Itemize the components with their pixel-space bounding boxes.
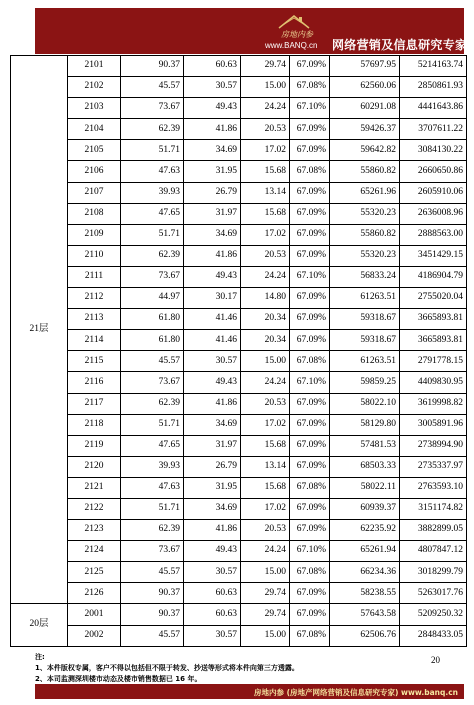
table-cell: 3665893.81	[400, 330, 467, 351]
table-cell: 2763593.10	[400, 477, 467, 498]
table-cell: 2848433.05	[400, 625, 467, 646]
site-url: www.BANQ.cn	[265, 41, 318, 50]
table-cell: 5263017.76	[400, 583, 467, 604]
table-cell: 3619998.82	[400, 393, 467, 414]
unit-number-cell: 2115	[68, 351, 121, 372]
table-cell: 39.93	[121, 456, 184, 477]
table-cell: 45.57	[121, 562, 184, 583]
table-cell: 60.63	[184, 583, 241, 604]
table-cell: 15.68	[241, 161, 290, 182]
table-cell: 67.10%	[290, 372, 330, 393]
table-cell: 65261.96	[330, 182, 400, 203]
unit-number-cell: 2121	[68, 477, 121, 498]
table-cell: 58022.11	[330, 477, 400, 498]
table-cell: 51.71	[121, 140, 184, 161]
table-cell: 61263.51	[330, 288, 400, 309]
table-cell: 67.08%	[290, 161, 330, 182]
table-row	[11, 77, 467, 98]
table-cell: 59642.82	[330, 140, 400, 161]
table-cell: 51.71	[121, 498, 184, 519]
table-cell: 67.09%	[290, 224, 330, 245]
table-cell: 5214163.74	[400, 56, 467, 77]
unit-number-cell: 2117	[68, 393, 121, 414]
table-cell: 61.80	[121, 330, 184, 351]
table-cell: 49.43	[184, 98, 241, 119]
table-cell: 3018299.79	[400, 562, 467, 583]
table-row	[11, 119, 467, 140]
table-cell: 17.02	[241, 498, 290, 519]
table-cell: 67.08%	[290, 477, 330, 498]
table-cell: 34.69	[184, 224, 241, 245]
table-cell: 49.43	[184, 541, 241, 562]
table-row	[11, 477, 467, 498]
table-row	[11, 309, 467, 330]
table-row	[11, 393, 467, 414]
table-row	[11, 583, 467, 604]
table-cell: 67.09%	[290, 498, 330, 519]
table-cell: 45.57	[121, 77, 184, 98]
unit-number-cell: 2103	[68, 98, 121, 119]
floor-label: 20层	[11, 604, 68, 646]
table-cell: 51.71	[121, 414, 184, 435]
table-cell: 62506.76	[330, 625, 400, 646]
table-cell: 45.57	[121, 625, 184, 646]
table-cell: 2791778.15	[400, 351, 467, 372]
table-cell: 55320.23	[330, 245, 400, 266]
table-cell: 3084130.22	[400, 140, 467, 161]
table-cell: 2660650.86	[400, 161, 467, 182]
table-cell: 57643.58	[330, 604, 400, 625]
table-cell: 2605910.06	[400, 182, 467, 203]
table-cell: 67.09%	[290, 288, 330, 309]
table-cell: 3707611.22	[400, 119, 467, 140]
table-cell: 51.71	[121, 224, 184, 245]
table-row	[11, 562, 467, 583]
table-cell: 2850861.93	[400, 77, 467, 98]
table-cell: 4409830.95	[400, 372, 467, 393]
table-cell: 60.63	[184, 56, 241, 77]
table-cell: 67.08%	[290, 77, 330, 98]
table-cell: 31.95	[184, 161, 241, 182]
table-cell: 58238.55	[330, 583, 400, 604]
table-row	[11, 161, 467, 182]
table-cell: 15.00	[241, 625, 290, 646]
table-cell: 56833.24	[330, 266, 400, 287]
logo	[263, 14, 333, 52]
unit-number-cell: 2106	[68, 161, 121, 182]
table-cell: 39.93	[121, 182, 184, 203]
table-cell: 59859.25	[330, 372, 400, 393]
table-cell: 62.39	[121, 119, 184, 140]
table-cell: 20.34	[241, 330, 290, 351]
table-cell: 60.63	[184, 604, 241, 625]
table-row	[11, 203, 467, 224]
table-cell: 41.46	[184, 330, 241, 351]
table-cell: 67.09%	[290, 245, 330, 266]
table-cell: 67.08%	[290, 351, 330, 372]
table-row	[11, 266, 467, 287]
table-cell: 62.39	[121, 245, 184, 266]
table-cell: 29.74	[241, 56, 290, 77]
table-cell: 20.53	[241, 119, 290, 140]
table-cell: 41.86	[184, 520, 241, 541]
table-cell: 55320.23	[330, 203, 400, 224]
table-cell: 2636008.96	[400, 203, 467, 224]
table-cell: 73.67	[121, 98, 184, 119]
table-cell: 15.00	[241, 562, 290, 583]
table-cell: 3882899.05	[400, 520, 467, 541]
table-cell: 61263.51	[330, 351, 400, 372]
table-row	[11, 372, 467, 393]
table-cell: 58022.10	[330, 393, 400, 414]
table-cell: 3151174.82	[400, 498, 467, 519]
footer-notes	[35, 652, 427, 683]
table-cell: 13.14	[241, 182, 290, 203]
unit-number-cell: 2001	[68, 604, 121, 625]
table-cell: 13.14	[241, 456, 290, 477]
table-cell: 31.97	[184, 435, 241, 456]
table-cell: 67.09%	[290, 604, 330, 625]
table-cell: 15.68	[241, 435, 290, 456]
table-cell: 59426.37	[330, 119, 400, 140]
table-cell: 67.09%	[290, 330, 330, 351]
table-cell: 67.09%	[290, 393, 330, 414]
table-cell: 61.80	[121, 309, 184, 330]
table-cell: 24.24	[241, 98, 290, 119]
table-cell: 4441643.86	[400, 98, 467, 119]
table-cell: 47.65	[121, 435, 184, 456]
table-cell: 65261.94	[330, 541, 400, 562]
header-banner	[35, 8, 468, 54]
table-row	[11, 414, 467, 435]
table-cell: 2755020.04	[400, 288, 467, 309]
table-cell: 67.09%	[290, 456, 330, 477]
unit-number-cell: 2120	[68, 456, 121, 477]
table-row	[11, 456, 467, 477]
unit-number-cell: 2109	[68, 224, 121, 245]
unit-number-cell: 2123	[68, 520, 121, 541]
table-cell: 73.67	[121, 541, 184, 562]
unit-number-cell: 2104	[68, 119, 121, 140]
table-cell: 15.00	[241, 351, 290, 372]
table-cell: 67.09%	[290, 56, 330, 77]
unit-number-cell: 2122	[68, 498, 121, 519]
unit-number-cell: 2110	[68, 245, 121, 266]
table-cell: 60291.08	[330, 98, 400, 119]
table-cell: 34.69	[184, 140, 241, 161]
table-cell: 44.97	[121, 288, 184, 309]
table-cell: 29.74	[241, 604, 290, 625]
unit-number-cell: 2126	[68, 583, 121, 604]
table-cell: 67.09%	[290, 414, 330, 435]
table-row	[11, 604, 467, 625]
table-row	[11, 98, 467, 119]
table-cell: 20.34	[241, 309, 290, 330]
unit-number-cell: 2116	[68, 372, 121, 393]
table-cell: 15.00	[241, 77, 290, 98]
unit-number-cell: 2002	[68, 625, 121, 646]
floor-label: 21层	[11, 56, 68, 604]
table-cell: 90.37	[121, 583, 184, 604]
table-cell: 68503.33	[330, 456, 400, 477]
unit-number-cell: 2107	[68, 182, 121, 203]
table-cell: 15.68	[241, 477, 290, 498]
table-cell: 49.43	[184, 266, 241, 287]
table-row	[11, 330, 467, 351]
table-cell: 67.08%	[290, 625, 330, 646]
table-row	[11, 351, 467, 372]
table-cell: 3665893.81	[400, 309, 467, 330]
table-cell: 20.53	[241, 245, 290, 266]
table-cell: 30.17	[184, 288, 241, 309]
table-cell: 30.57	[184, 625, 241, 646]
table-row	[11, 520, 467, 541]
table-cell: 17.02	[241, 414, 290, 435]
table-cell: 67.10%	[290, 266, 330, 287]
table-cell: 20.53	[241, 520, 290, 541]
table-cell: 14.80	[241, 288, 290, 309]
table-cell: 31.95	[184, 477, 241, 498]
table-cell: 26.79	[184, 182, 241, 203]
note-monitoring: 2、本司监测深圳楼市动态及楼市销售数据已 16 年。	[35, 675, 202, 683]
table-cell: 62.39	[121, 393, 184, 414]
table-cell: 41.86	[184, 245, 241, 266]
table-cell: 31.97	[184, 203, 241, 224]
table-cell: 3451429.15	[400, 245, 467, 266]
table-cell: 90.37	[121, 56, 184, 77]
unit-number-cell: 2118	[68, 414, 121, 435]
unit-number-cell: 2113	[68, 309, 121, 330]
table-cell: 30.57	[184, 351, 241, 372]
table-cell: 57481.53	[330, 435, 400, 456]
table-cell: 73.67	[121, 266, 184, 287]
table-row	[11, 498, 467, 519]
table-cell: 17.02	[241, 224, 290, 245]
table-cell: 30.57	[184, 77, 241, 98]
table-row	[11, 435, 467, 456]
table-row	[11, 288, 467, 309]
table-cell: 67.09%	[290, 203, 330, 224]
table-cell: 47.63	[121, 477, 184, 498]
table-row	[11, 625, 467, 646]
table-cell: 26.79	[184, 456, 241, 477]
unit-number-cell: 2124	[68, 541, 121, 562]
table-cell: 3005891.96	[400, 414, 467, 435]
table-cell: 24.24	[241, 541, 290, 562]
table-cell: 58129.80	[330, 414, 400, 435]
table-cell: 67.10%	[290, 98, 330, 119]
table-cell: 45.57	[121, 351, 184, 372]
table-cell: 55860.82	[330, 161, 400, 182]
table-cell: 47.65	[121, 203, 184, 224]
table-cell: 2735337.97	[400, 456, 467, 477]
table-cell: 17.02	[241, 140, 290, 161]
table-cell: 67.08%	[290, 562, 330, 583]
note-label: 注:	[35, 653, 45, 661]
table-cell: 20.53	[241, 393, 290, 414]
table-cell: 2888563.00	[400, 224, 467, 245]
footer-bar	[35, 684, 464, 699]
unit-number-cell: 2101	[68, 56, 121, 77]
table-cell: 41.46	[184, 309, 241, 330]
table-cell: 41.86	[184, 393, 241, 414]
footer-brand-text: 房地内参 (房地产网络营销及信息研究专家) www.banq.cn	[253, 688, 458, 697]
table-row	[11, 541, 467, 562]
table-cell: 55860.82	[330, 224, 400, 245]
table-cell: 66234.36	[330, 562, 400, 583]
table-cell: 90.37	[121, 604, 184, 625]
table-row	[11, 182, 467, 203]
table-cell: 67.09%	[290, 182, 330, 203]
unit-number-cell: 2125	[68, 562, 121, 583]
table-cell: 67.09%	[290, 119, 330, 140]
table-cell: 49.43	[184, 372, 241, 393]
table-cell: 29.74	[241, 583, 290, 604]
unit-price-table	[10, 55, 467, 647]
table-row	[11, 224, 467, 245]
table-cell: 24.24	[241, 266, 290, 287]
table-cell: 4186904.79	[400, 266, 467, 287]
table-row	[11, 56, 467, 77]
table-cell: 73.67	[121, 372, 184, 393]
table-cell: 62235.92	[330, 520, 400, 541]
table-cell: 67.09%	[290, 435, 330, 456]
table-cell: 67.09%	[290, 140, 330, 161]
table-cell: 67.09%	[290, 520, 330, 541]
table-cell: 34.69	[184, 414, 241, 435]
table-cell: 59318.67	[330, 330, 400, 351]
table-cell: 5209250.32	[400, 604, 467, 625]
table-cell: 67.09%	[290, 583, 330, 604]
house-logo-icon	[277, 14, 311, 30]
table-cell: 67.09%	[290, 309, 330, 330]
unit-number-cell: 2108	[68, 203, 121, 224]
note-copyright: 1、本件版权专属，客户不得以包括但不限于转发、抄送等形式将本件向第三方透露。	[35, 664, 299, 672]
unit-number-cell: 2112	[68, 288, 121, 309]
table-cell: 41.86	[184, 119, 241, 140]
unit-number-cell: 2114	[68, 330, 121, 351]
org-tagline: 网络营销及信息研究专家	[332, 38, 468, 52]
table-row	[11, 140, 467, 161]
table-cell: 59318.67	[330, 309, 400, 330]
unit-number-cell: 2105	[68, 140, 121, 161]
table-cell: 47.63	[121, 161, 184, 182]
table-cell: 30.57	[184, 562, 241, 583]
table-cell: 15.68	[241, 203, 290, 224]
table-cell: 57697.95	[330, 56, 400, 77]
table-cell: 62.39	[121, 520, 184, 541]
table-cell: 62560.06	[330, 77, 400, 98]
page-number: 20	[431, 655, 440, 665]
table-cell: 34.69	[184, 498, 241, 519]
unit-number-cell: 2119	[68, 435, 121, 456]
table-cell: 24.24	[241, 372, 290, 393]
table-row	[11, 245, 467, 266]
logo-text: 房地内参	[281, 30, 313, 39]
table-cell: 2738994.90	[400, 435, 467, 456]
table-cell: 4807847.12	[400, 541, 467, 562]
unit-number-cell: 2111	[68, 266, 121, 287]
unit-number-cell: 2102	[68, 77, 121, 98]
table-cell: 60939.37	[330, 498, 400, 519]
table-cell: 67.10%	[290, 541, 330, 562]
